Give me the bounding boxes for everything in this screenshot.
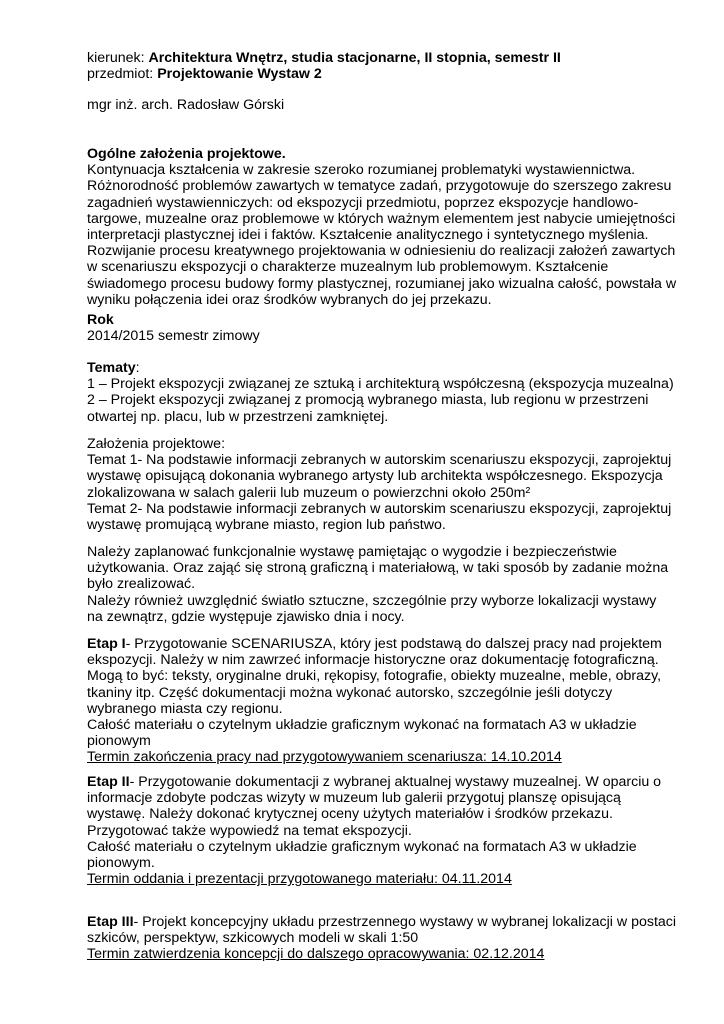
zalozenia-section bbox=[87, 436, 687, 533]
general-line: targowe, muzealne oraz problemowe w których ważnym elementem jest nabycie umiejętności bbox=[87, 210, 676, 227]
general-line: wyniku połączenia idei oraz środków wybranych do jej przekazu. bbox=[87, 291, 492, 308]
etap2-line: Całość materiału o czytelnym układzie graficznym wykonać na formatach A3 w układzie bbox=[87, 838, 637, 855]
etap3-label: Etap III bbox=[87, 914, 134, 930]
etap1-first-line bbox=[87, 636, 687, 652]
etap1-section bbox=[87, 636, 687, 766]
general-line: Kontynuacja kształcenia w zakresie szeroko rozumianej problematyki wystawiennictwa. bbox=[87, 162, 636, 179]
notes-line: na zewnątrz, gdzie występuje zjawisko dnia i nocy. bbox=[87, 608, 405, 625]
notes-line: Należy również uwzględnić światło sztuczne, szczególnie przy wyborze lokalizacji wystawy bbox=[87, 592, 657, 609]
rok-heading: Rok bbox=[87, 312, 114, 328]
etap1-label: Etap I bbox=[87, 636, 126, 652]
etap1-line: Mogą to być: teksty, oryginalne druki, rękopisy, fotografie, obiekty muzealne, meble, obrazy, bbox=[87, 668, 662, 685]
etap2-deadline: Termin oddania i prezentacji przygotowanego materiału: 04.11.2014 bbox=[87, 871, 512, 888]
tematy-heading: Tematy bbox=[87, 360, 136, 376]
rok-value: 2014/2015 semestr zimowy bbox=[87, 328, 260, 345]
etap1-line: pionowym bbox=[87, 733, 151, 750]
przedmiot-label: przedmiot: bbox=[87, 66, 158, 83]
etap1-first-rest: - Przygotowanie SCENARIUSZA, który jest podstawą do dalszej pracy nad projektem bbox=[125, 636, 662, 652]
tematy-line: 1 – Projekt ekspozycji związanej ze sztuką i architekturą współczesną (ekspozycja muzealna) bbox=[87, 376, 674, 393]
etap1-line: wybranego miasta czy regionu. bbox=[87, 700, 283, 717]
etap3-first-line bbox=[87, 914, 687, 930]
general-heading: Ogólne założenia projektowe. bbox=[87, 146, 286, 162]
etap2-line: Przygotować także wypowiedź na temat ekspozycji. bbox=[87, 822, 412, 839]
general-line: Rozwijanie procesu kreatywnego projektowania w odniesieniu do realizacji założeń zawartych bbox=[87, 243, 676, 260]
zalozenia-line: Temat 2- Na podstawie informacji zebranych w autorskim scenariuszu ekspozycji, zaprojektuj bbox=[87, 500, 672, 517]
tematy-line: otwartej np. placu, lub w przestrzeni zamkniętej. bbox=[87, 408, 389, 425]
header-block bbox=[87, 50, 687, 82]
etap3-first-rest: - Projekt koncepcyjny układu przestrzennego wystawy w wybranej lokalizacji w postaci bbox=[133, 914, 677, 930]
tematy-heading-line bbox=[87, 360, 687, 376]
etap1-deadline: Termin zakończenia pracy nad przygotowywaniem scenariusza: 14.10.2014 bbox=[87, 749, 562, 766]
kierunek-line bbox=[87, 50, 687, 66]
etap2-line: pionowym. bbox=[87, 854, 155, 871]
etap2-section bbox=[87, 774, 687, 887]
przedmiot-value: Projektowanie Wystaw 2 bbox=[157, 66, 322, 83]
kierunek-value: Architektura Wnętrz, studia stacjonarne, II stopnia, semestr II bbox=[148, 50, 561, 66]
zalozenia-line: Temat 1- Na podstawie informacji zebranych w autorskim scenariuszu ekspozycji, zaprojektuj bbox=[87, 452, 672, 469]
kierunek-label: kierunek: bbox=[87, 50, 149, 66]
etap3-deadline: Termin zatwierdzenia koncepcji do dalszego opracowywania: 02.12.2014 bbox=[87, 946, 545, 963]
zalozenia-line: Założenia projektowe: bbox=[87, 436, 226, 452]
etap1-line: tkaniny itp. Część dokumentacji można wykonać autorsko, szczególnie jeśli dotyczy bbox=[87, 684, 613, 701]
notes-section bbox=[87, 544, 687, 625]
notes-line: Należy zaplanować funkcjonalnie wystawę pamiętając o wygodzie i bezpieczeństwie bbox=[87, 544, 617, 560]
general-line: interpretacji plastycznej idei i faktów. Kształcenie analitycznego i syntetycznego myślenia. bbox=[87, 226, 649, 243]
etap3-line: szkiców, perspektyw, szkicowych modeli w skali 1:50 bbox=[87, 930, 419, 947]
tematy-colon: : bbox=[135, 360, 140, 376]
etap2-label: Etap II bbox=[87, 774, 130, 790]
general-section bbox=[87, 146, 687, 308]
etap1-line: ekspozycji. Należy w nim zawrzeć informacje historyczne oraz dokumentację fotograficzną. bbox=[87, 652, 659, 669]
tematy-line: 2 – Projekt ekspozycji związanej z promocją wybranego miasta, lub regionu w przestrzeni bbox=[87, 392, 649, 409]
tematy-section bbox=[87, 360, 687, 425]
etap1-line: Całość materiału o czytelnym układzie graficznym wykonać na formatach A3 w układzie bbox=[87, 716, 637, 733]
zalozenia-line: wystawę opisującą dokonania wybranego artysty lub architekta współczesnego. Ekspozycja bbox=[87, 468, 663, 485]
etap2-first-rest: - Przygotowanie dokumentacji z wybranej aktualnej wystawy muzealnej. W oparciu o bbox=[129, 774, 662, 790]
notes-line: użytkowania. Oraz zająć się stroną graficzną i materiałową, w taki sposób by zadanie można bbox=[87, 560, 669, 577]
zalozenia-line: wystawę promującą wybrane miasto, region lub państwo. bbox=[87, 516, 446, 533]
etap3-section bbox=[87, 914, 687, 963]
notes-line: było zrealizować. bbox=[87, 576, 196, 593]
general-line: Różnorodność problemów zawartych w tematyce zadań, przygotowuje do szerszego zakresu bbox=[87, 178, 672, 195]
zalozenia-line: zlokalizowana w salach galerii lub muzeum o powierzchni około 250m² bbox=[87, 484, 531, 501]
etap2-line: wystawę. Należy dokonać krytycznej oceny użytych materiałów i środków przekazu. bbox=[87, 806, 613, 823]
teacher-name: mgr inż. arch. Radosław Górski bbox=[87, 97, 285, 113]
teacher-block bbox=[87, 97, 687, 113]
etap2-line: informacje zdobyte podczas wizyty w muzeum lub galerii przygotuj planszę opisującą bbox=[87, 790, 621, 807]
etap2-first-line bbox=[87, 774, 687, 790]
przedmiot-line bbox=[87, 66, 687, 82]
general-line: w scenariuszu ekspozycji o charakterze muzealnym lub problemowym. Kształcenie bbox=[87, 259, 609, 276]
general-line: zagadnień wystawienniczych: od ekspozycji przedmiotu, poprzez ekspozycje handlowo- bbox=[87, 194, 639, 211]
rok-section bbox=[87, 312, 687, 344]
general-line: świadomego procesu budowy formy plastycznej, rozumianej jako wizualna całość, powstała w bbox=[87, 275, 677, 292]
